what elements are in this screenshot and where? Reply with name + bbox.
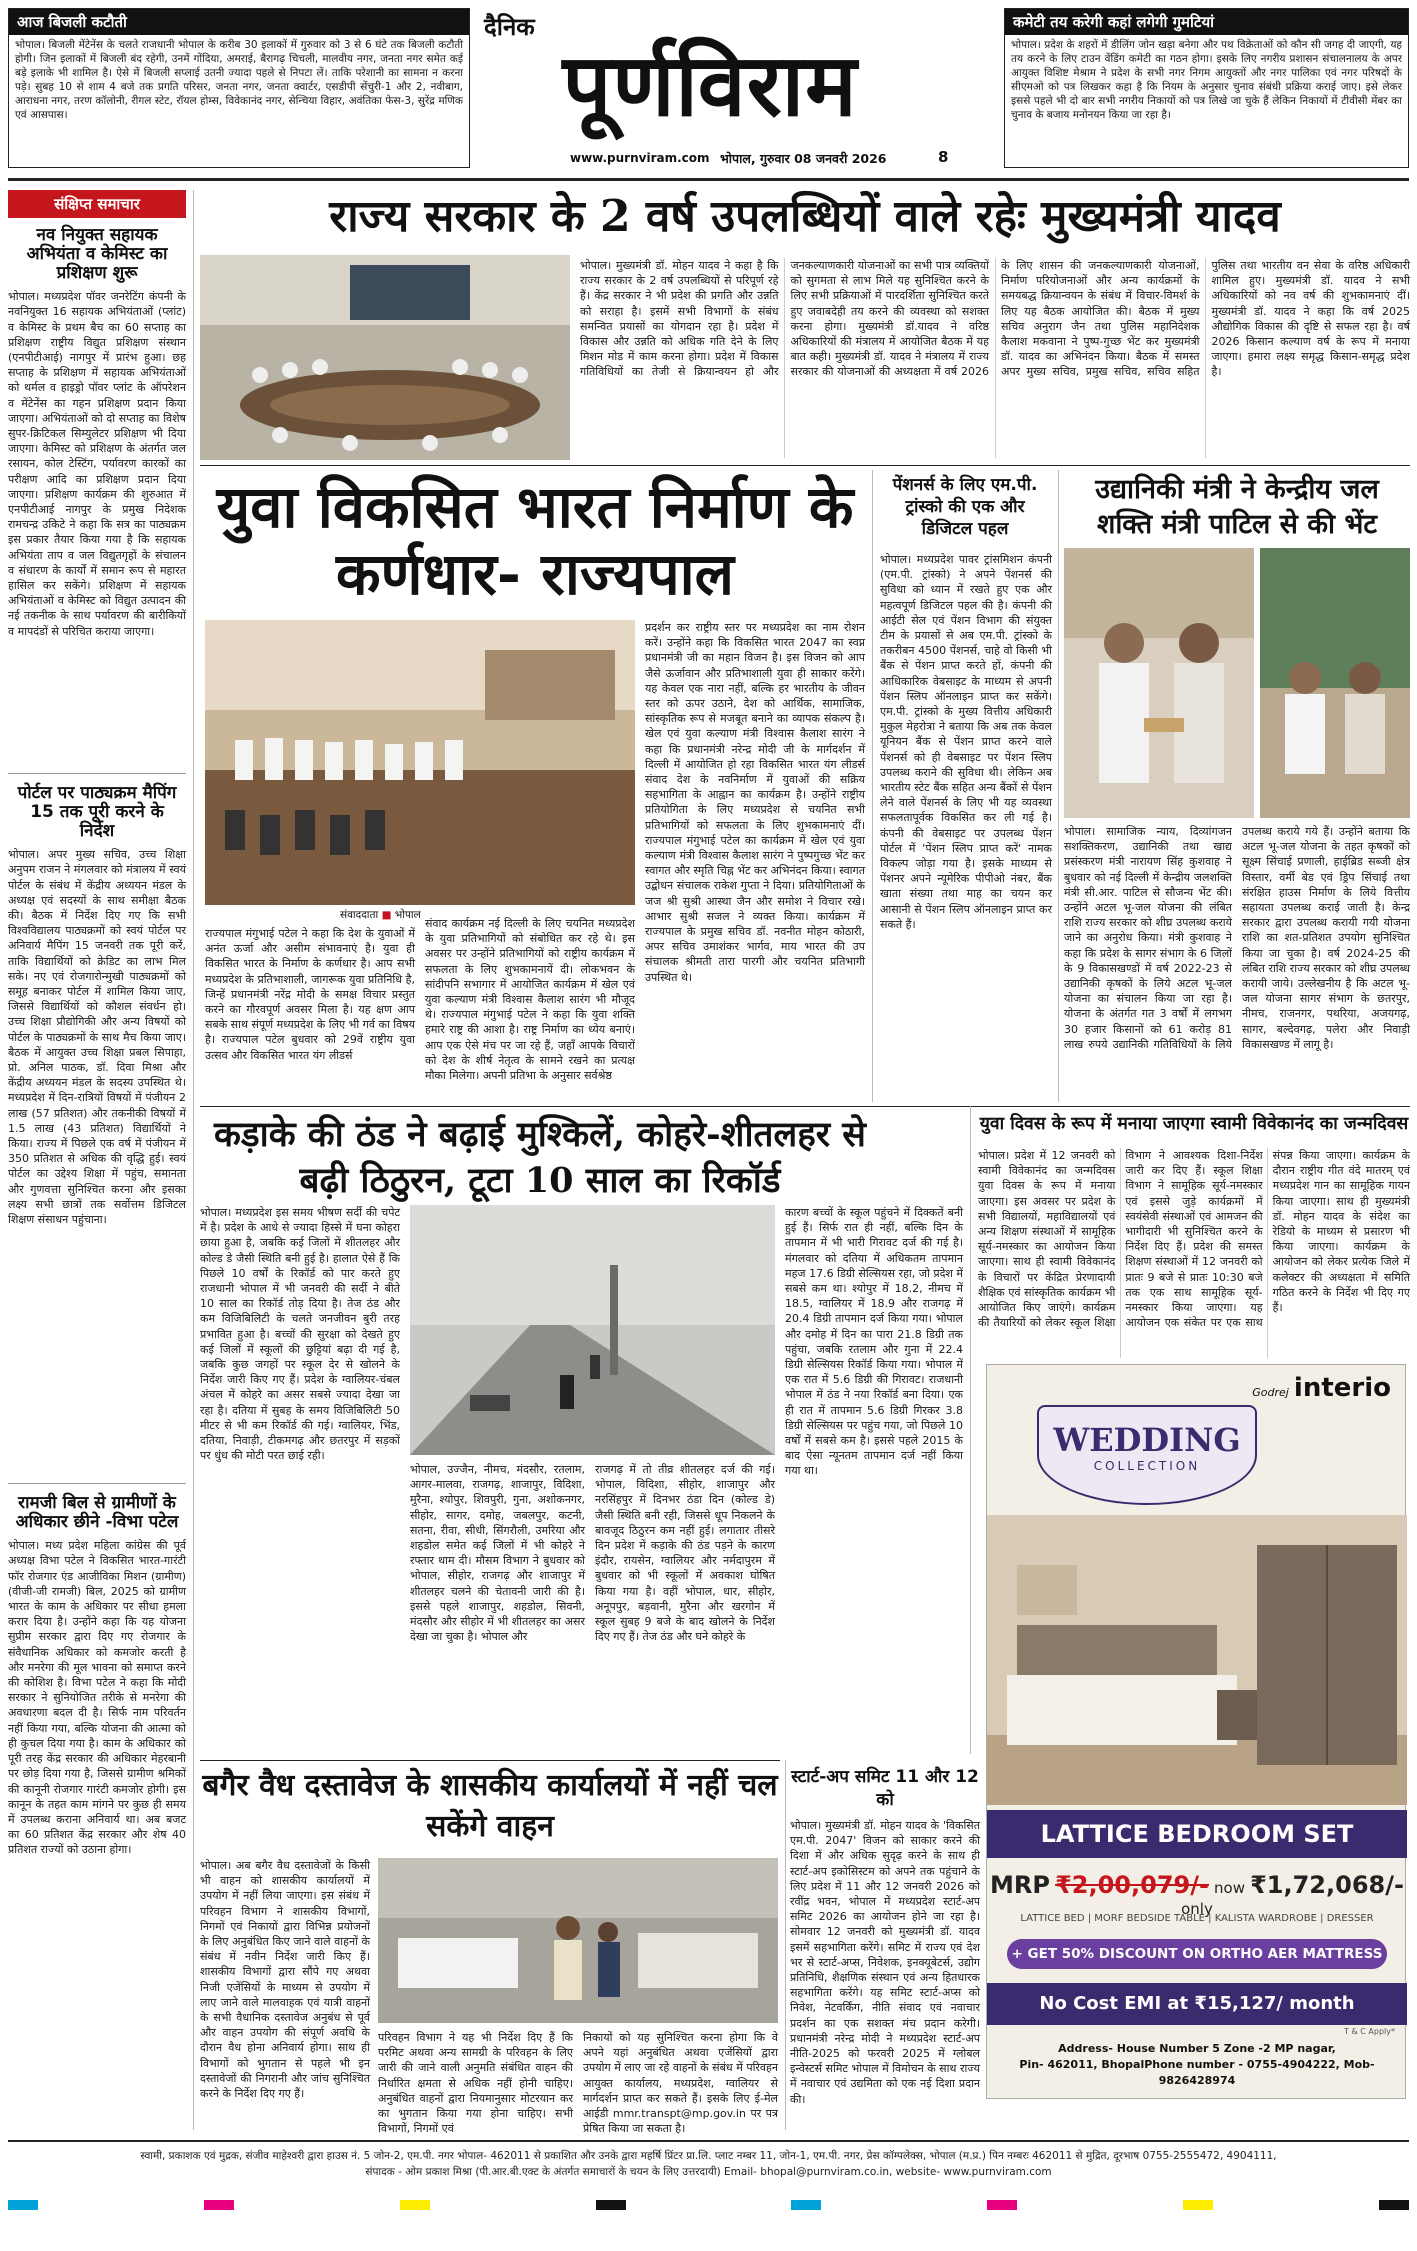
registration-mark-icon [791, 2200, 821, 2210]
lead-photo [200, 255, 570, 460]
vivekananda-headline: युवा दिवस के रूप में मनाया जाएगा स्वामी विवेकानंद का जन्मदिवस [979, 1114, 1409, 1134]
lead-headline: राज्य सरकार के 2 वर्ष उपलब्धियों वाले रहेः मुख्यमंत्री यादव [329, 191, 1281, 242]
governor-rule [872, 470, 873, 1102]
startup-headline: स्टार्ट-अप समिट 11 और 12 को [791, 1767, 979, 1810]
governor-credit [340, 908, 421, 922]
credit-bullet-icon: ■ [381, 909, 392, 921]
vehicles-rule [200, 1760, 780, 1761]
registration-mark-icon [204, 2200, 234, 2210]
traffic-check-photo-icon [378, 1858, 778, 2023]
horti-headline: उद्यानिकी मंत्री ने केन्द्रीय जल शक्ति मंत्री पाटिल से की भेंट [1095, 474, 1379, 541]
masthead-dateline: भोपाल, गुरुवार 08 जनवरी 2026 [720, 151, 887, 166]
sidebar-divider [8, 1483, 186, 1484]
ad-brand [1252, 1373, 1391, 1403]
horti-photo-1 [1064, 548, 1254, 818]
cold-rule [970, 1106, 971, 1754]
ad-interio[interactable] [986, 1364, 1406, 2099]
vehicles-body-b: परिवहन विभाग ने यह भी निर्देश दिए हैं कि परमिट अथवा अन्य सामग्री के परिवहन के लिए जारी की जाने वाली अनुमति संबंधित वाहन की निर्धारित क्षमता से अधिक नहीं होनी चाहिए। अनुबंधित वाहनों द्वारा नियमानुसार मोटरयान कर का भुगतान किया गया होना चाहिए। सभी विभागों, निगमों एवं [378, 2031, 573, 2136]
ad-mrp-label: MRP [990, 1871, 1050, 1899]
ad-wedding: WEDDING [1053, 1421, 1241, 1459]
sidebar-label: संक्षिप्त समाचार [8, 190, 186, 218]
ad-old-price: ₹2,00,079/- [1055, 1871, 1209, 1899]
ad-items: LATTICE BED | MORF BEDSIDE TABLE | KALISTA WARDROBE | DRESSER [1020, 1913, 1374, 1924]
governor-headline: युवा विकसित भारत निर्माण के कर्णधार- राज्यपाल [216, 473, 854, 608]
sidebar-rule [193, 190, 194, 2130]
left-top-body: भोपाल। बिजली मेंटेनेंस के चलते राजधानी भोपाल के करीब 30 इलाकों में गुरुवार को 3 से 6 घंटे तक बिजली कटौती होगी। जिन इलाकों में बिजली बंद रहेगी, उनमें गोंदिया, अमराई, बैरागढ़ चिचली, मालवीय नगर, जनता नगर समेत कई बड़े इलाके भी शामिल है। ऐसे में बिजली सप्लाई उतनी ज्यादा पहले से निपटा लें। ताकि परेशानी का सामना न करना पड़े। सुबह 10 से शाम 4 बजे तक प्रगति परिसर, जनता नगर, जनता क्वार्टर, एसडीपी सेंचुरी-1 और 2, नवीबाग, आराधना नगर, तरण कॉलोनी, रीगल स्टेट, रॉयल होम्स, विवेकानंद नगर, सेन्चिया विहार, अवंतिका फेस-3, सुरेंद्र मणिक एवं आसपास। [15, 39, 463, 121]
masthead-pages: 8 [938, 148, 949, 166]
lead-rule [200, 465, 1410, 466]
sidebar-story2-title: पोर्टल पर पाठ्यक्रम मैपिंग 15 तक पूरी करने के निर्देश [17, 783, 177, 842]
registration-mark-icon [400, 2200, 430, 2210]
lead-body: भोपाल। मुख्यमंत्री डॉ. मोहन यादव ने कहा है कि राज्य सरकार के 2 वर्ष उपलब्धियों से परिपूर्ण रहे हैं। केंद्र सरकार ने भी प्रदेश की प्रगति और उन्नति को सराहा है। इसमें सभी विभागों के संबंध समन्वित प्रयासों का योगदान रहा है। प्रदेश में विकास और उन्नति को अधिक गति देने के लिए मिशन मोड में काम करना होगा। प्रदेश में विकास गतिविधियों का तेजी से क्रियान्वयन हो और जनकल्याणकारी योजनाओं का सभी पात्र व्यक्तियों को सुगमता से लाभ मिले यह सुनिश्चित करने के लिए सभी प्रक्रियाओं में पारदर्शिता सुनिश्चित करते हुए जवाबदेही तय करने की व्यवस्था को सशक्त करना होगा। मुख्यमंत्री डॉ.यादव ने वरिष्ठ अधिकारियों की मंत्रालय में आयोजित बैठक में यह बात कही। मुख्यमंत्री डॉ. यादव ने मंत्रालय में राज्य सरकार की योजनाओं की अध्यक्षता में वर्ष 2026 के लिए शासन की जनकल्याणकारी योजनाओं, निर्माण परियोजनाओं और अन्य कार्यक्रमों के समयबद्ध क्रियान्वयन के संबंध में विचार-विमर्श के लिए यह बैठक आयोजित की। बैठक में मुख्य सचिव अनुराग जैन तथा पुलिस महानिदेशक कैलाश मकवाना ने पुष्प-गुच्छ भेंट कर मुख्यमंत्री डॉ. यादव का अभिनंदन किया। बैठक में समस्त अपर मुख्य सचिव, प्रमुख सचिव, सचिव सहित पुलिस तथा भारतीय वन सेवा के वरिष्ठ अधिकारी शामिल हुए। मुख्यमंत्री डॉ. यादव ने सभी अधिकारियों को नव वर्ष की शुभकामनाएं दीं। मुख्यमंत्री डॉ. यादव ने कहा कि वर्ष 2025 औद्योगिक विकास की दृष्टि से सफल रहा है। वर्ष 2026 किसान कल्याण वर्ष के रूप में मनाया जाएगा। हमारा लक्ष्य समृद्ध किसान-समृद्ध प्रदेश है। [580, 259, 1410, 379]
cold-headline: कड़ाके की ठंड ने बढ़ाई मुश्किलें, कोहरे-शीतलहर से बढ़ी ठिठुरन, टूटा 10 साल का रिकॉर्ड [214, 1114, 866, 1201]
sidebar [8, 190, 186, 2130]
sidebar-divider [8, 773, 186, 774]
registration-mark-icon [1183, 2200, 1213, 2210]
ad-address-line2: Pin- 462011, BhopalPhone number - 0755-4904222, Mob-9826428974 [1019, 2058, 1375, 2087]
meeting-office-photo-icon [1260, 548, 1410, 818]
mid-rule [200, 1106, 1410, 1107]
governor-body-c: प्रदर्शन कर राष्ट्रीय स्तर पर मध्यप्रदेश का नाम रोशन करें। उन्होंने कहा कि विकसित भारत 2047 का स्वप्न प्रधानमंत्री जी का महान विजन है। इस विजन को आप जैसे ऊर्जावान और प्रतिभाशाली युवा ही साकार करेंगे। यह केवल एक नारा नहीं, बल्कि हर भारतीय के जीवन स्तर को ऊपर उठाने, देश को आर्थिक, सामाजिक, सांस्कृतिक रूप से मजबूत बनाने का व्यापक संकल्प है। खेल एवं युवा कल्याण मंत्री विश्वास कैलाश सारंग ने कहा कि प्रधानमंत्री नरेन्द्र मोदी जी के मार्गदर्शन में दिल्ली में आयोजित हो रहा विकसित भारत यंग लीडर्स संवाद देश के नवनिर्माण में युवाओं की सक्रिय सहभागिता के आह्वान का कार्यक्रम है। उन्होंने राष्ट्रीय प्रतियोगिता के लिए मध्यप्रदेश से चयनित सभी प्रतिभागियों को सफलता के लिए शुभकामनाएं दीं। राज्यपाल मंगुभाई पटेल का कार्यक्रम में खेल एवं युवा कल्याण मंत्री विश्वास कैलाश सारंग ने पुष्पगुच्छ भेंट कर स्वागत और स्मृति चिह्न भेंट कर अभिनंदन किया। स्वागत उद्बोधन संचालक राकेश गुप्ता ने दिया। प्रतियोगिताओं के जज श्री सुश्री आस्था जैन और समोश ने विचार रखे। आभार सुश्री सजल ने व्यक्त किया। कार्यक्रम में राज्यपाल के प्रमुख सचिव डॉ. नवनीत मोहन कोठारी, अपर सचिव उमाशंकर भार्गव, माय भारत की उप संचालक श्रीमती तारा पारगी और चयनित प्रतिभागी उपस्थित थे। [645, 621, 865, 984]
cold-body-c: राजगढ़ में तो तीव्र शीतलहर दर्ज की गई। भोपाल, विदिशा, सीहोर, शाजापुर और नरसिंहपुर में दिनभर ठंडा दिन (कोल्ड डे) जैसी स्थिति बनी रही, जिससे धूप निकलने के बावजूद ठिठुरन कम नहीं हुई। लगातार तीसरे दिन प्रदेश में कड़ाके की ठंड पड़ने के कारण इंदौर, रायसेन, ग्वालियर और नर्मदापुरम में बुधवार को भी स्कूलों में अवकाश घोषित किया गया है। वहीं भोपाल, धार, सीहोर, अनूपपुर, बड़वानी, मुरैना और खरगोन में स्कूल सुबह 9 बजे के बाद खोलने के निर्देश दिए गए हैं। तेज ठंड और घने कोहरे के [595, 1463, 775, 1644]
vehicles-body-a: भोपाल। अब बगैर वैध दस्तावेजों के किसी भी वाहन को शासकीय कार्यालयों में उपयोग में नहीं लिया जाएगा। इस संबंध में परिवहन विभाग ने शासकीय विभागों, निगमों एवं निकायों द्वारा विभिन्न प्रयोजनों के लिए अनुबंधित किए जाने वाले वाहनों के संबंध में नवीन निर्देश जारी किए हैं। शासकीय विभागों द्वारा सौंपे गए अथवा निजी एजेंसियों के माध्यम से उपयोग में लाए जाने वाले मालवाहक एवं यात्री वाहनों के सभी वैधानिक दस्तावेज अनुबंध से पूर्व और वाहन उपयोग की संपूर्ण अवधि के दौरान वैध होना अनिवार्य होगा। साथ ही विभागों को भुगतान से पहले भी इन दस्तावेजों की निगरानी और जांच सुनिश्चित करने के निर्देश दिए गए हैं। [200, 1859, 370, 2101]
horti-body: भोपाल। सामाजिक न्याय, दिव्यांगजन सशक्तिकरण, उद्यानिकी तथा खाद्य प्रसंस्करण मंत्री नारायण सिंह कुशवाह ने बुधवार को नई दिल्ली में केन्द्रीय जलशक्ति मंत्री सी.आर. पाटिल से सौजन्य भेंट की। उन्होंने अटल भू-जल योजना की लंबित राशि राज्य सरकार को शीघ्र उपलब्ध कराये जाने का अनुरोध किया। मंत्री कुशवाह ने कहा कि प्रदेश के सागर संभाग के 6 जिलों के 9 विकासखण्डों में वर्ष 2022-23 से उद्यानिकी कृषकों के लिये अटल भू-जल योजना का संचालन किया जा रहा है। योजना के अंतर्गत गत 3 वर्षों में लगभग 30 हजार किसानों को 61 करोड़ 81 लाख रुपये उद्यानिकी गतिविधियों के लिये उपलब्ध कराये गये हैं। उन्होंने बताया कि अटल भू-जल योजना के तहत कृषकों को सूक्ष्म सिंचाई प्रणाली, हाईब्रिड सब्जी क्षेत्र विस्तार, वर्मी बेड एवं ड्रिप सिंचाई तथा संरक्षित हाउस निर्माण के लिये वित्तीय सहायता उपलब्ध कराई जाती है। केन्द्र सरकार द्वारा उपलब्ध करायी गयी योजना राशि का शत-प्रतिशत उपयोग सुनिश्चित किया जा चुका है। वर्ष 2024-25 की लंबित राशि राज्य सरकार को शीघ्र उपलब्ध करायी जाये। उल्लेखनीय है कि अटल भू-जल योजना सागर संभाग के छतरपुर, नीमच, राजनगर, पथरिया, अजयगढ़, सागर, बल्देवगढ़, पलेरा और निवाड़ी विकासखण्ड में लागू है। [1064, 825, 1410, 1051]
left-top-title: आज बिजली कटौती [9, 9, 469, 35]
ad-brand-name: interio [1293, 1373, 1391, 1403]
ad-new-price: ₹1,72,068/- [1250, 1871, 1404, 1899]
sidebar-story3-title: रामजी बिल से ग्रामीणों के अधिकार छीने -विभा पटेल [15, 1493, 179, 1533]
governor-credit-place: भोपाल [394, 909, 421, 921]
footer-rule [8, 2140, 1409, 2142]
color-registration-strip [8, 2200, 1409, 2210]
ad-discount: + GET 50% DISCOUNT ON ORTHO AER MATTRESS [1007, 1939, 1387, 1969]
footer-line2: संपादक - ओम प्रकाश मिश्रा (पी.आर.बी.एक्ट के अंतर्गत समाचारों के चयन के लिए उत्तरदायी) Email- bhopal@purnviram.co.in, website- www.purnviram.com [365, 2166, 1052, 2178]
auditorium-photo-icon [205, 620, 635, 905]
pension-body: भोपाल। मध्यप्रदेश पावर ट्रांसमिशन कंपनी (एम.पी. ट्रांस्को) ने अपने पेंशनर्स की सुविधा को ध्यान में रखते हुए एक और महत्वपूर्ण डिजिटल पहल की है। कंपनी की आईटी सेल एवं पेंशन विभाग की संयुक्त टीम के प्रयासों से अब एम.पी. ट्रांस्को के तकरीबन 4500 पेंशनर्स, चाहे वो किसी भी बैंक से पेंशन प्राप्त करते हों, कंपनी की आधिकारिक वेबसाइट के माध्यम से अपनी पेंशन स्लिप ऑनलाइन प्राप्त कर सकेंगे। एम.पी. ट्रांस्को के मुख्य वित्तीय अधिकारी मुकुल मेहरोत्रा ने बताया कि अब तक केवल यूनियन बैंक से पेंशन प्राप्त करने वाले पेंशनर्स को ही वेबसाइट पर पेंशन स्लिप उपलब्ध कराने की सुविधा थी। लेकिन अब भारतीय स्टेट बैंक सहित अन्य बैंकों से पेंशन लेने वाले पेंशनर्स के लिए भी यह व्यवस्था सफलतापूर्वक विकसित कर ली गई है। कंपनी की वेबसाइट पर उपलब्ध पेंशन पोर्टल में 'पेंशन स्लिप प्राप्त करें' नामक विकल्प जोड़ा गया है। इसके माध्यम से पेंशनर अपने न्यूमेरिक पीपीओ नंबर, बैंक खाता संख्या तथा माह का चयन कर आसानी से पेंशन स्लिप ऑनलाइन प्राप्त कर सकते हैं। [880, 553, 1052, 931]
governor-body-a: राज्यपाल मंगुभाई पटेल ने कहा कि देश के युवाओं में अनंत ऊर्जा और असीम संभावनाएं है। युवा ही विकसित भारत के निर्माण के कर्णधार है। आप सभी मध्यप्रदेश के प्रतिभाशाली, जागरूक युवा प्रतिनिधि है, जिन्हें प्रधानमंत्री नरेंद्र मोदी के समक्ष विचार प्रस्तुत करने का गौरवपूर्ण अवसर मिला है। यह क्षण आप सबके साथ संपूर्ण मध्यप्रदेश के लिए भी गर्व का विषय है। राज्यपाल पटेल बुधवार को 29वें राष्ट्रीय युवा उत्सव और विकसित भारत यंग लीडर्स [205, 927, 415, 1062]
sidebar-story1-title: नव नियुक्त सहायक अभियंता व केमिस्ट का प्रशिक्षण शुरू [26, 225, 168, 284]
ad-wedding-badge [1037, 1405, 1257, 1505]
meeting-photo-icon [200, 255, 570, 460]
right-top-title: कमेटी तय करेगी कहां लगेगी गुमटियां [1005, 9, 1408, 35]
governor-body-b: संवाद कार्यक्रम नई दिल्ली के लिए चयनित मध्यप्रदेश के युवा प्रतिभागियों को संबोधित कर रहे थे। इस अवसर पर उन्होंने प्रतिभागियों को राष्ट्रीय कार्यक्रम में सफलता के लिए शुभकामनायें दी। लोकभवन के सांदीपनि सभागार में आयोजित कार्यक्रम में खेल एवं युवा कल्याण मंत्री विश्वास कैलाश सारंग भी मौजूद थे। राज्यपाल मंगुभाई पटेल ने कहा कि युवा शक्ति हमारे राष्ट्र की आशा है। राष्ट्र निर्माण का ध्येय बनाएं। आप एक ऐसे मंच पर जा रहे हैं, जहाँ आपके विचारों को देश के शीर्ष नेतृत्व के सामने रखने का प्रत्यक्ष मौका मिलेगा। अपनी प्रतिभा के अनुसार सर्वश्रेष्ठ [425, 917, 635, 1083]
sidebar-story3-body: भोपाल। मध्य प्रदेश महिला कांग्रेस की पूर्व अध्यक्ष विभा पटेल ने विकसित भारत-गारंटी फॉर रोजगार एंड आजीविका मिशन (ग्रामीण) (वीजी-जी रामजी) बिल, 2025 को ग्रामीण भारत के काम के अधिकार पर सीधा हमला करार दिया है। उन्होंने कहा कि यह योजना सुप्रीम सरकार द्वारा दिए गए रोजगार के संवैधानिक अधिकार को कमजोर करती है और मनरेगा की मूल भावना को समाप्त करने की कोशिश है। विभा पटेल ने कहा कि मोदी सरकार ने सुनियोजित तरीके से मनरेगा की अवधारणा बदल दी है। सिर्फ नाम परिवर्तन नहीं किया गया, बल्कि योजना की आत्मा को ही कुचल दिया गया है। काम के अधिकार को पूरी तरह केंद्र सरकार की अधिकार मेहरबानी पर छोड़ दिया गया है, जिससे ग्रामीण श्रमिकों की कानूनी रोजगार गारंटी कमजोर होगी। इस कानून के तहत काम मांगने पर कुछ ही समय में उपलब्ध कराना अनिवार्य था। अब बजट का 60 प्रतिशत केंद्र सरकार और शेष 40 प्रतिशत राज्यों को उठाना होगा। [8, 1539, 186, 1857]
cold-body-d: कारण बच्चों के स्कूल पहुंचने में दिक्कतें बनी हुई हैं। सिर्फ रात ही नहीं, बल्कि दिन के तापमान में भी भारी गिरावट दर्ज की गई है। मंगलवार को दतिया में अधिकतम तापमान महज 17.6 डिग्री सेल्सियस रहा, जो प्रदेश में सबसे कम था। श्योपुर में 18.2, नीमच में 18.5, ग्वालियर में 18.9 और राजगढ़ में 20.4 डिग्री तापमान दर्ज किया गया। भोपाल और दमोह में दिन का पारा 21.8 डिग्री तक पहुंचा, जबकि रतलाम और गुना में 22.4 डिग्री सेल्सियस रिकॉर्ड किया गया। भोपाल में एक रात में 5.6 डिग्री की गिरावट। राजधानी भोपाल में ठंड ने नया रिकॉर्ड बना दिया। एक ही रात में तापमान 5.6 डिग्री गिरकर 3.8 डिग्री सेल्सियस पर पहुंच गया, जो पिछले 10 वर्षों में सबसे कम है। इससे पहले 2015 के बाद ऐसा न्यूनतम तापमान दर्ज नहीं किया गया था। [785, 1206, 963, 1478]
masthead-site: www.purnviram.com [570, 151, 710, 165]
ad-address [987, 2041, 1407, 2089]
ad-bedroom-image [987, 1515, 1407, 1805]
footer-line1: स्वामी, प्रकाशक एवं मुद्रक, संजीव माहेश्वरी द्वारा हाउस नं. 5 जोन-2, एम.पी. नगर भोपाल- 462011 से प्रकाशित और उनके द्वारा महर्षि प्रिंटर प्रा.लि. प्लाट नम्बर 11, जोन-1, एम.पी. नगर, प्रेस कॉम्पलेक्स, भोपाल (म.प्र.) पिन नम्बरः 462011 से मुद्रित, दूरभाष 0755-2555472, 4904111, [140, 2150, 1277, 2162]
cold-body-a: भोपाल। मध्यप्रदेश इस समय भीषण सर्दी की चपेट में है। प्रदेश के आधे से ज्यादा हिस्से में घना कोहरा छाया हुआ है, जबकि कई जिलों में शीतलहर और कोल्ड डे जैसी स्थिति बनी हुई है। हालात ऐसे हैं कि पिछले 10 वर्षों के रिकॉर्ड को पार करते हुए राजधानी भोपाल में भी जनवरी की सर्दी ने बीते 10 साल का रिकॉर्ड तोड़ दिया है। तेज ठंड और कम विजिबिलिटी के चलते जनजीवन बुरी तरह प्रभावित हुआ है। बच्चों की सुरक्षा को देखते हुए कई जिलों में स्कूलों की छुट्टियां बढ़ा दी गई है, जबकि कुछ जगहों पर स्कूल देर से खोलने के निर्देश जारी किए गए हैं। प्रदेश के ग्वालियर-चंबल अंचल में कोहरे का असर सबसे ज्यादा देखा जा रहा है। दतिया में सुबह के समय विजिबिलिटी 50 मीटर से भी कम रिकॉर्ड की गई। ग्वालियर, भिंड, दतिया, निवाड़ी, टीकमगढ़ और छतरपुर में सड़कों पर धुंध की मोटी परत छाई रही। [200, 1206, 400, 1463]
pension-rule [1058, 470, 1059, 1102]
cold-body-b: भोपाल, उज्जैन, नीमच, मंदसौर, रतलाम, आगर-मालवा, राजगढ़, शाजापुर, विदिशा, मुरैना, श्योपुर, शिवपुरी, गुना, अशोकनगर, सीहोर, सागर, दमोह, जबलपुर, कटनी, सतना, रीवा, सीधी, सिंगरौली, उमरिया और शहडोल समेत कई जिलों में भी कोहरे ने रफ्तार थाम दी। मौसम विभाग ने बुधवार को भोपाल, सीहोर, राजगढ़ और शाजापुर में शीतलहर चलने की चेतावनी जारी की है। इससे पहले शाजापुर, शहडोल, सिवनी, मंदसौर और सीहोर में भी शीतलहर का असर देखा जा चुका है। भोपाल और [410, 1463, 585, 1644]
masthead-prefix: दैनिक [484, 12, 535, 41]
ad-brand-prefix: Godrej [1252, 1386, 1289, 1399]
masthead-rule [8, 178, 1409, 181]
masthead-logo [460, 8, 960, 173]
governor-credit-name: संवाददाता [340, 909, 379, 921]
ad-address-line1: Address- House Number 5 Zone -2 MP nagar, [1058, 2042, 1336, 2055]
ad-now-label: now [1214, 1879, 1245, 1897]
horti-photo-2 [1260, 548, 1410, 818]
sidebar-story1-body: भोपाल। मध्यप्रदेश पॉवर जनरेटिंग कंपनी के नवनियुक्त 16 सहायक अभियंताओं (प्लांट) व केमिस्ट के प्रथम बैच का 60 सप्ताह का प्रशिक्षण राष्ट्रीय विद्युत प्रशिक्षण संस्थान (एनपीटीआई) नागपुर में प्रारंभ हुआ। छह सप्ताह के प्रशिक्षण में सहायक अभियंताओं को थर्मल व हाइड्रो पॉवर प्लांट के ऑपरेशन व मेंटेनेंस का गहन प्रशिक्षण प्रदान किया जाएगा। अभियंताओं को दो सप्ताह का विशेष सुपर-क्रिटिकल सिम्युलेटर प्रशिक्षण भी दिया जाएगा। केमिस्ट को प्रशिक्षण के अंतर्गत जल रसायन, कोल टेस्टिंग, पर्यावरण कारकों का परीक्षण आदि का प्रशिक्षण प्रदान दिया जाएगा। प्रशिक्षण कार्यक्रम की शुरुआत में एनपीटीआई नागपुर के प्रमुख निदेशक रामचन्द्र उकिटे ने कहा कि सत्र का पाठ्यक्रम इस प्रकार तैयार किया गया है कि सहायक अभियंता ताप व जल विद्युतगृहों के संचालन व संधारण के कार्यों में समान रूप से महारत हासिल कर सकेंगे। प्रशिक्षण में सहायक अभियंताओं व केमिस्ट को विद्युत उत्पादन की नई तकनीक के साथ पर्यावरण की बारीकियों व मापदंडों से परिचित कराया जाएगा। [8, 290, 186, 638]
footer [8, 2148, 1409, 2180]
vehicles-headline: बगैर वैध दस्तावेज के शासकीय कार्यालयों में नहीं चल सकेंगे वाहन [202, 1768, 778, 1844]
cold-photo [410, 1205, 775, 1455]
ad-price [987, 1871, 1407, 1918]
startup-body: भोपाल। मुख्यमंत्री डॉ. मोहन यादव के 'विकसित एम.पी. 2047' विजन को साकार करने की दिशा में और अधिक सुदृढ़ करने के साथ ही स्टार्ट-अप इकोसिस्टम को अपने तक पहुंचाने के लिए प्रदेश में 11 और 12 जनवरी 2026 को रवींद्र भवन, भोपाल में मध्यप्रदेश स्टार्ट-अप समिट 2026 का आयोजन होने जा रहा है। सोमवार 12 जनवरी को मुख्यमंत्री डॉ. यादव इसमें सहभागिता करेंगे। समिट में राज्य एवं देश भर से स्टार्ट-अप्स, निवेशक, इनक्यूबेटर्स, उद्योग प्रतिनिधि, शैक्षणिक संस्थान एवं अन्य हितधारक सहभागिता करेंगे। यह समिट स्टार्ट-अप्स को निवेश, नेटवर्किंग, नीति संवाद एवं नवाचार प्रदर्शन का एक सशक्त मंच प्रदान करेगी। प्रधानमंत्री नरेन्द्र मोदी ने मध्यप्रदेश स्टार्ट-अप नीति-2025 को फरवरी 2025 में ग्लोबल इन्वेस्टर्स समिट भोपाल में विमोचन के साथ राज्य में नवाचार एवं उद्यमिता को एक नई दिशा प्रदान की। [790, 1819, 980, 2106]
sidebar-story2-body: भोपाल। अपर मुख्य सचिव, उच्च शिक्षा अनुपम राजन ने मंगलवार को मंत्रालय में स्वयं पोर्टल के संबंध में केंद्रीय अध्ययन मंडल के अध्यक्ष एवं सदस्यों के साथ समीक्षा बैठक की। बैठक में निर्देश दिए गए कि सभी विश्वविद्यालय पाठ्यक्रमों को स्वयं पोर्टल पर अनिवार्य मैपिंग 15 जनवरी तक पूरी करें, ताकि विद्यार्थियों को क्रेडिट का लाभ मिल सके। नए एवं रोजगारोन्मुखी पाठ्यक्रमों को समूह बनाकर पोर्टल में शामिल किया जाए, जिससे विद्यार्थियों को कौशल संवर्धन हो। उच्च शिक्षा प्रौद्योगिकी और अन्य विषयों को पोर्टल के पाठ्यक्रमों के साथ मैच किया जाए। बैठक में आयुक्त उच्च शिक्षा प्रबल सिपाहा, प्रो. अनिल पाठक, डॉ. दिवा मिश्रा और केंद्रीय अध्ययन मंडल के सदस्य उपस्थित थे। मध्यप्रदेश में दिन-रात्रियों विषयों में पंजीयन 2 लाख (57 प्रतिशत) और तकनीकी विषयों में 1.5 लाख (43 प्रतिशत) विद्यार्थियों ने किया। राज्य में पिछले एक वर्ष में पंजीयन में 350 प्रतिशत से अधिक की वृद्धि हुई। स्वयं पोर्टल का उद्देश्य शिक्षा में पहुंच, समानता और गुणवत्ता सुनिश्चित करना और इसका लक्ष्य सभी छात्रों तक सर्वोत्तम डिजिटल शिक्षण संसाधन पहुंचाना। [8, 848, 186, 1227]
startup-rule [785, 1760, 786, 2130]
ad-tc: T & C Apply* [1344, 2027, 1395, 2036]
vehicles-photo [378, 1858, 778, 2023]
bedroom-furniture-icon [987, 1515, 1407, 1805]
foggy-road-photo-icon [410, 1205, 775, 1455]
masthead-name: पूर्णविराम [562, 35, 858, 136]
registration-mark-icon [987, 2200, 1017, 2210]
pension-headline: पेंशनर्स के लिए एम.पी. ट्रांस्को की एक और डिजिटल पहल [892, 475, 1038, 540]
left-top-brief [8, 8, 470, 168]
right-top-brief [1004, 8, 1409, 168]
registration-mark-icon [8, 2200, 38, 2210]
right-top-body: भोपाल। प्रदेश के शहरों में डीलिंग जोन खड़ा बनेगा और पथ विक्रेताओं को कौन सी जगह दी जाएगी, यह तय करने के लिए टाउन वेंडिंग कमेटी का गठन होगा। इसके लिए नगरीय प्रशासन संचालनालय के अपर आयुक्त विशिष्ट मेश्राम ने प्रदेश के सभी नगर निगम आयुक्तों और नगर पालिका एवं नगर परिषदों के सीएमओ को पत्र लिखकर कहा है कि नियम के अनुसार चुनाव संबंधी प्रक्रिया कराई जाए। इसे लेकर इससे पहले भी दो बार सभी नगरीय निकायों को पत्र लिखे जा चुके हैं लेकिन निकायों में टीवीसी मेंबर का चुनाव के बजाय मनोनयन किया जा रहा है। [1011, 39, 1402, 121]
registration-mark-icon [596, 2200, 626, 2210]
registration-mark-icon [1379, 2200, 1409, 2210]
ad-only: only [1181, 1900, 1213, 1918]
masthead [0, 0, 1417, 180]
ad-product-banner: LATTICE BEDROOM SET [987, 1810, 1407, 1858]
vivekananda-body: भोपाल। प्रदेश में 12 जनवरी को स्वामी विवेकानंद का जन्मदिवस युवा दिवस के रूप में मनाया जाएगा। इस अवसर पर प्रदेश के सभी विद्यालयों, महाविद्यालयों एवं अन्य शिक्षण संस्थाओं में सामूहिक सूर्य-नमस्कार का आयोजन किया जाएगा। साथ ही स्वामी विवेकानंद के विचारों पर केंद्रित प्रेरणादायी शैक्षिक एवं सांस्कृतिक कार्यक्रम भी आयोजित किए जाएंगे। कार्यक्रम की तैयारियों को लेकर स्कूल शिक्षा विभाग ने आवश्यक दिशा-निर्देश जारी कर दिए हैं। स्कूल शिक्षा विभाग ने सामूहिक सूर्य-नमस्कार एवं इससे जुड़े कार्यक्रमों में स्वयंसेवी संस्थाओं एवं आमजन की भागीदारी भी सुनिश्चित करने के निर्देश दिए हैं। प्रदेश की समस्त शिक्षण संस्थाओं में 12 जनवरी को प्रातः 9 बजे से प्रातः 10:30 बजे तक एक साथ सामूहिक सूर्य-नमस्कार किया जाएगा। यह आयोजन एक संकेत पर एक साथ संपन्न किया जाएगा। कार्यक्रम के दौरान राष्ट्रीय गीत वंदे मातरम् एवं मध्यप्रदेश गान का सामूहिक गायन किया जाएगा। साथ ही मुख्यमंत्री डॉ. मोहन यादव के संदेश का रेडियो के माध्यम से प्रसारण भी किया जाएगा। कार्यक्रम के आयोजन को लेकर प्रत्येक जिले में कलेक्टर की अध्यक्षता में समिति गठित करने के निर्देश भी दिए गए हैं। [978, 1149, 1410, 1330]
vehicles-body-c: निकायों को यह सुनिश्चित करना होगा कि वे अपने यहां अनुबंधित अथवा एजेंसियों द्वारा उपयोग में लाए जा रहे वाहनों के संबंध में परिवहन आयुक्त कार्यालय, मध्यप्रदेश, ग्वालियर से मार्गदर्शन प्राप्त कर सकते हैं। इसके लिए ई-मेल आईडी mmr.transpt@mp.gov.in पर पत्र प्रेषित किया जा सकता है। [583, 2031, 778, 2136]
meeting-handshake-photo-icon [1064, 548, 1254, 818]
governor-photo [205, 620, 635, 905]
ad-collection: COLLECTION [1093, 1459, 1201, 1473]
ad-emi: No Cost EMI at ₹15,127/ month [987, 1983, 1407, 2025]
